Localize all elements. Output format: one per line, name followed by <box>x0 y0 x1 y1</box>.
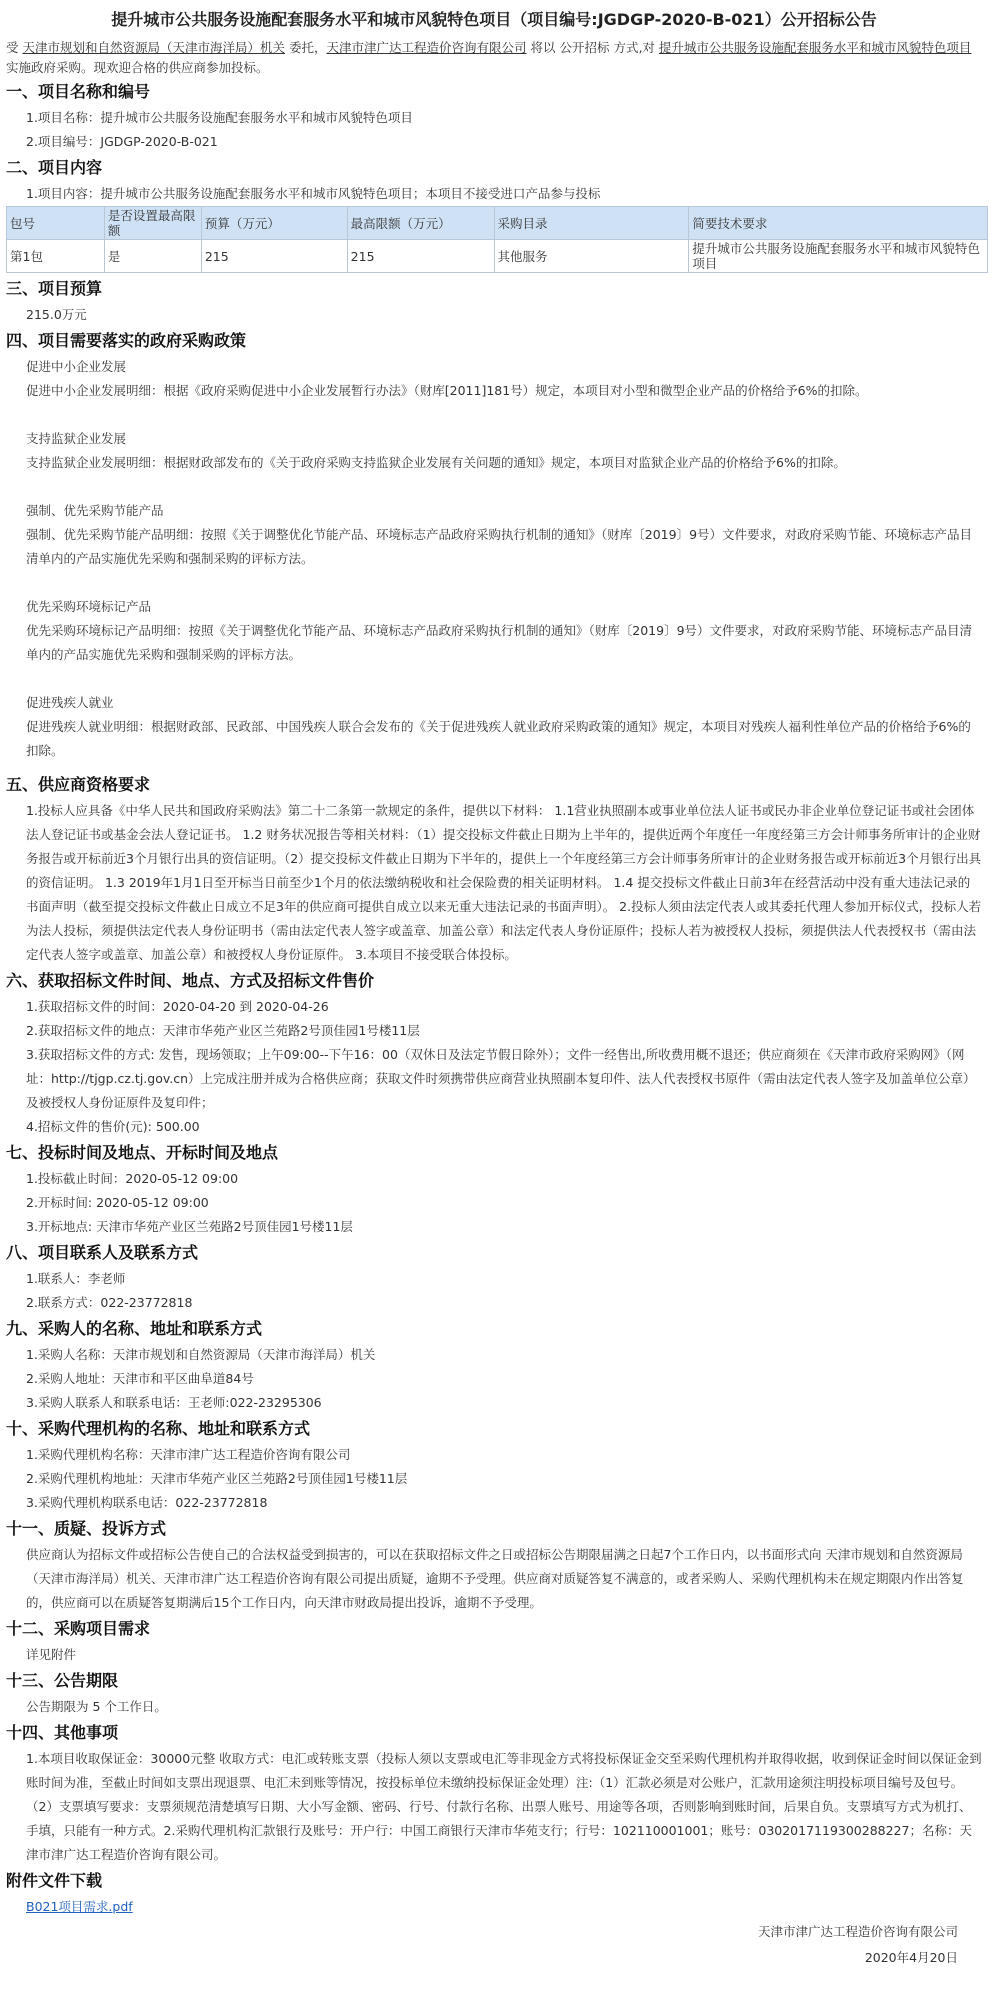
policy-detail: 促进残疾人就业明细：根据财政部、民政部、中国残疾人联合会发布的《关于促进残疾人就业政府采购政策的通知》规定，本项目对残疾人福利性单位产品的价格给予6%的扣除。 <box>26 719 971 758</box>
buyer-name-line: 1.采购人名称：天津市规划和自然资源局（天津市海洋局）机关 <box>26 1347 376 1362</box>
section-body-7 <box>6 1167 982 1239</box>
table-header-cell: 预算（万元） <box>201 207 347 240</box>
budget-value: 215.0万元 <box>26 307 87 322</box>
agency-address-line: 2.采购代理机构地址：天津市华苑产业区兰苑路2号顶佳园1号楼11层 <box>26 1471 408 1486</box>
project-content-line: 1.项目内容：提升城市公共服务设施配套服务水平和城市风貌特色项目；本项目不接受进口产品参与投标 <box>26 186 601 201</box>
doc-method-line: 3.获取招标文件的方式: 发售，现场领取；上午09:00--下午16：00（双休日及法定节假日除外）；文件一经售出,所收费用概不退还；供应商须在《天津市政府采购网》（网址：http://tjgp.cz.tj.gov.cn）上完成注册并成为合格供应商；获取文件时须携带供应商营业执照副本复印件、法人代表授权书原件（需由法定代表人签字及加盖单位公章）及被授权人身份证原件及复印件； <box>26 1047 976 1110</box>
policy-detail: 优先采购环境标记产品明细：按照《关于调整优化节能产品、环境标志产品政府采购执行机制的通知》（财库〔2019〕9号）文件要求，对政府采购节能、环境标志产品目清单内的产品实施优先采购和强制采购的评标方法。 <box>26 623 973 662</box>
table-cell: 第1包 <box>7 240 105 273</box>
signature-date: 2020年4月20日 <box>864 1950 958 1965</box>
project-name-line: 1.项目名称：提升城市公共服务设施配套服务水平和城市风貌特色项目 <box>26 110 413 125</box>
table-row <box>7 240 988 273</box>
requirement-text: 详见附件 <box>26 1647 77 1662</box>
table-cell: 是 <box>104 240 201 273</box>
table-cell: 215 <box>347 240 494 273</box>
intro-text-1: 受 <box>6 40 19 55</box>
section-heading-2: 二、项目内容 <box>6 158 103 177</box>
doc-price-line: 4.招标文件的售价(元): 500.00 <box>26 1119 200 1134</box>
policy-title: 优先采购环境标记产品 <box>26 599 152 614</box>
section-heading-9: 九、采购人的名称、地址和联系方式 <box>6 1319 263 1338</box>
section-heading-10: 十、采购代理机构的名称、地址和联系方式 <box>6 1419 311 1438</box>
table-header-cell: 包号 <box>7 207 105 240</box>
intro-text-2: 委托， <box>289 40 327 55</box>
section-heading-13: 十三、公告期限 <box>6 1671 119 1690</box>
agency-name-line: 1.采购代理机构名称：天津市津广达工程造价咨询有限公司 <box>26 1447 351 1462</box>
policy-list <box>6 355 982 771</box>
policy-title: 支持监狱企业发展 <box>26 431 127 446</box>
section-heading-7: 七、投标时间及地点、开标时间及地点 <box>6 1143 279 1162</box>
section-body-10 <box>6 1443 982 1515</box>
project-number-line: 2.项目编号：JGDGP-2020-B-021 <box>26 134 218 149</box>
policy-title: 促进残疾人就业 <box>26 695 114 710</box>
policy-detail: 强制、优先采购节能产品明细：按照《关于调整优化节能产品、环境标志产品政府采购执行机制的通知》（财库〔2019〕9号）文件要求，对政府采购节能、环境标志产品目清单内的产品实施优先采购和强制采购的评标方法。 <box>26 527 973 566</box>
attachment-download-link[interactable]: B021项目需求.pdf <box>26 1899 133 1914</box>
policy-title: 促进中小企业发展 <box>26 359 127 374</box>
agency-phone-line: 3.采购代理机构联系电话：022-23772818 <box>26 1495 268 1510</box>
policy-title: 强制、优先采购节能产品 <box>26 503 164 518</box>
contact-person-line: 1.联系人：李老师 <box>26 1271 126 1286</box>
buyer-address-line: 2.采购人地址：天津市和平区曲阜道84号 <box>26 1371 254 1386</box>
section-heading-8: 八、项目联系人及联系方式 <box>6 1243 199 1262</box>
table-cell: 提升城市公共服务设施配套服务水平和城市风貌特色项目 <box>689 240 988 273</box>
section-heading-4: 四、项目需要落实的政府采购政策 <box>6 331 247 350</box>
intro-agency: 天津市津广达工程造价咨询有限公司 <box>326 40 527 55</box>
signature-org: 天津市津广达工程造价咨询有限公司 <box>757 1924 958 1939</box>
table-cell: 其他服务 <box>494 240 689 273</box>
attachment-list <box>6 1895 982 1919</box>
table-header-cell: 采购目录 <box>494 207 689 240</box>
intro-buyer: 天津市规划和自然资源局（天津市海洋局）机关 <box>22 40 286 55</box>
section-heading-11: 十一、质疑、投诉方式 <box>6 1519 167 1538</box>
contact-phone-line: 2.联系方式：022-23772818 <box>26 1295 193 1310</box>
attachment-heading: 附件文件下载 <box>6 1871 103 1890</box>
section-heading-14: 十四、其他事项 <box>6 1723 119 1742</box>
section-body-9 <box>6 1343 982 1415</box>
notice-period-text: 公告期限为 5 个工作日。 <box>26 1699 167 1714</box>
section-body-2 <box>6 182 982 206</box>
policy-detail: 支持监狱企业发展明细：根据财政部发布的《关于政府采购支持监狱企业发展有关问题的通知》规定，本项目对监狱企业产品的价格给予6%的扣除。 <box>26 455 846 470</box>
intro-project: 提升城市公共服务设施配套服务水平和城市风貌特色项目 <box>658 40 972 55</box>
doc-time-line: 1.获取招标文件的时间：2020-04-20 到 2020-04-26 <box>26 999 329 1014</box>
table-header-cell: 简要技术要求 <box>689 207 988 240</box>
intro-paragraph <box>6 38 982 78</box>
opening-time-line: 2.开标时间: 2020-05-12 09:00 <box>26 1195 209 1210</box>
table-header-row <box>7 207 988 240</box>
other-matters-text: 1.本项目收取保证金：30000元整 收取方式：电汇或转账支票（投标人须以支票或电汇等非现金方式将投标保证金交至采购代理机构并取得收据，收到保证金时间以保证金到账时间为准，至截止时间如支票出现退票、电汇未到账等情况，按投标单位未缴纳投标保证金处理）注:（1）汇款必须是对公账户，汇款用途须注明投标项目编号及包号。（2）支票填写要求：支票须规范清楚填写日期、大小写金额、密码、行号、付款行名称、出票人账号、用途等各项，否则影响到账时间，后果自负。支票填写方式为机打、手填，只能有一种方式。2.采购代理机构汇款银行及账号：开户行：中国工商银行天津市华苑支行；行号：102110001001；账号：0302017119300288227；名称：天津市津广达工程造价咨询有限公司。 <box>26 1751 982 1862</box>
bid-deadline-line: 1.投标截止时间：2020-05-12 09:00 <box>26 1171 239 1186</box>
section-heading-3: 三、项目预算 <box>6 279 103 298</box>
table-cell: 215 <box>201 240 347 273</box>
complaint-text: 供应商认为招标文件或招标公告使自己的合法权益受到损害的，可以在获取招标文件之日或招标公告期限届满之日起7个工作日内，以书面形式向 天津市规划和自然资源局（天津市海洋局）机关、天津市津广达工程造价咨询有限公司提出质疑，逾期不予受理。供应商对质疑答复不满意的，或者采购人、采购代理机构未在规定期限内作出答复的，供应商可以在质疑答复期满后15个工作日内，向天津市财政局提出投诉，逾期不予受理。 <box>26 1547 964 1610</box>
opening-place-line: 3.开标地点: 天津市华苑产业区兰苑路2号顶佳园1号楼11层 <box>26 1219 353 1234</box>
intro-text-4: 实施政府采购。现欢迎合格的供应商参加投标。 <box>6 60 269 75</box>
section-heading-1: 一、项目名称和编号 <box>6 82 151 101</box>
section-body-6 <box>6 995 982 1139</box>
section-body-8 <box>6 1267 982 1315</box>
section-body-1 <box>6 106 982 154</box>
section-heading-12: 十二、采购项目需求 <box>6 1619 151 1638</box>
buyer-contact-line: 3.采购人联系人和联系电话：王老师:022-23295306 <box>26 1395 322 1410</box>
table-header-cell: 最高限额（万元） <box>347 207 494 240</box>
table-header-cell: 是否设置最高限额 <box>104 207 201 240</box>
section-heading-6: 六、获取招标文件时间、地点、方式及招标文件售价 <box>6 971 375 990</box>
qualification-text: 1.投标人应具备《中华人民共和国政府采购法》第二十二条第一款规定的条件，提供以下材料： 1.1营业执照副本或事业单位法人证书或民办非企业单位登记证书或社会团体法人登记证书或基金会法人登记证书。 1.2 财务状况报告等相关材料：（1）提交投标文件截止日期为上半年的，提供近两个年度任一年度经第三方会计师事务所审计的企业财务报告或开标前近3个月银行出具的资信证明。（2）提交投标文件截止日期为下半年的，提供上一个年度经第三方会计师事务所审计的企业财务报告或开标前近3个月银行出具的资信证明。 1.3 2019年1月1日至开标当日前至少1个月的依法缴纳税收和社会保险费的相关证明材料。 1.4 提交投标文件截止日前3年在经营活动中没有重大违法记录的书面声明（截至提交投标文件截止日成立不足3年的供应商可提供自成立以来无重大违法记录的书面声明）。 2.投标人须由法定代表人或其委托代理人参加开标仪式，投标人若为法人投标，须提供法定代表人身份证明书（需由法定代表人签字或盖章、加盖公章）和法定代表人身份证原件；投标人若为被授权人投标，须提供法人代表授权书（需由法定代表人签字或盖章、加盖公章）和被授权人身份证原件。 3.本项目不接受联合体投标。 <box>26 803 982 962</box>
policy-detail: 促进中小企业发展明细：根据《政府采购促进中小企业发展暂行办法》（财库[2011]181号）规定，本项目对小型和微型企业产品的价格给予6%的扣除。 <box>26 383 868 398</box>
doc-place-line: 2.获取招标文件的地点：天津市华苑产业区兰苑路2号顶佳园1号楼11层 <box>26 1023 420 1038</box>
section-heading-5: 五、供应商资格要求 <box>6 775 151 794</box>
package-table <box>6 206 988 273</box>
page-title: 提升城市公共服务设施配套服务水平和城市风貌特色项目（项目编号:JGDGP-2020-B-021）公开招标公告 <box>111 10 877 29</box>
intro-text-3: 将以 公开招标 方式,对 <box>530 40 655 55</box>
